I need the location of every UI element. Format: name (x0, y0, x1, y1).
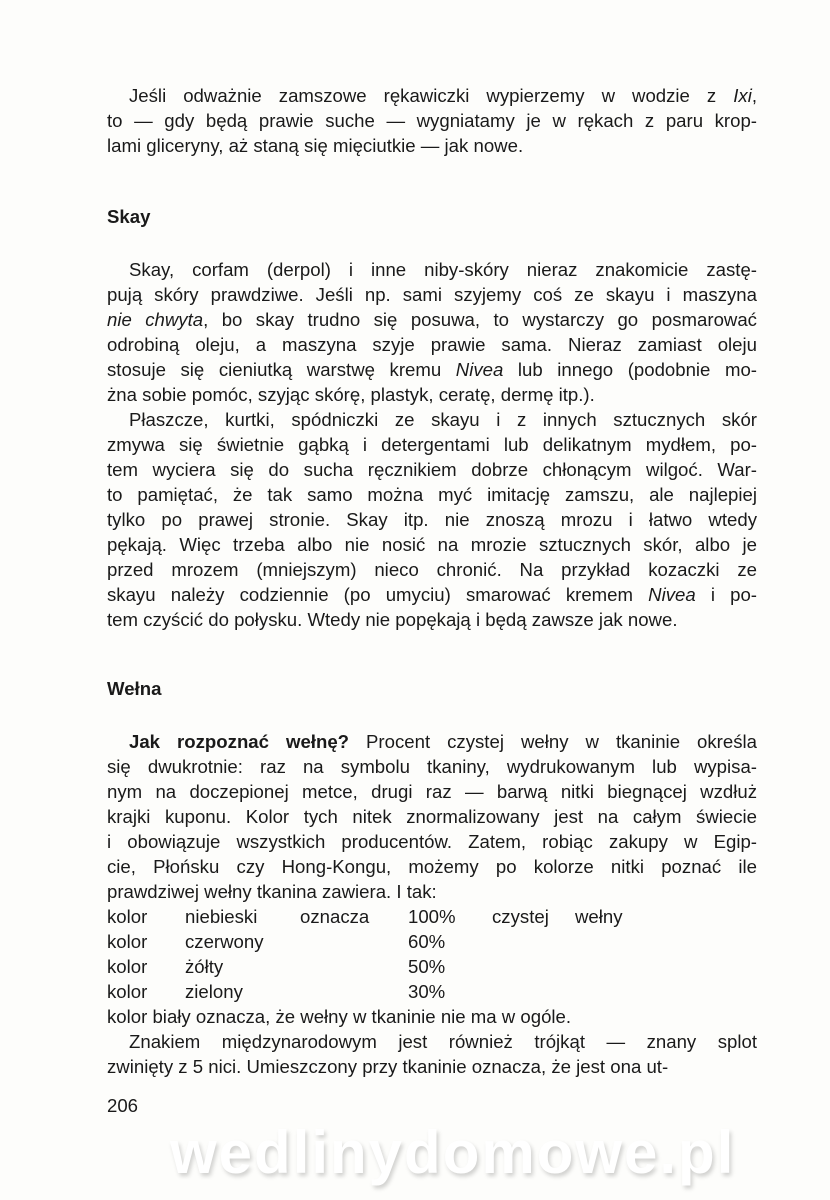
table-cell: wełny (575, 906, 623, 927)
text-run: to pamiętać, że tak samo można myć imitację zamszu, ale najlepiej (107, 484, 757, 505)
page-number: 206 (107, 1095, 139, 1116)
text-line (107, 880, 757, 904)
table-cell: 50% (408, 956, 446, 977)
watermark: wedlinydomowe.pl (170, 1119, 736, 1186)
section-heading-skay: Skay (107, 206, 151, 227)
table-cell: 30% (408, 981, 446, 1002)
text-run: Znakiem międzynarodowym jest również trójkąt — znany splot (129, 1031, 757, 1052)
text-run: lub innego (podobnie mo- (503, 359, 757, 380)
text-line (107, 433, 757, 457)
text-line (107, 608, 757, 632)
text-run: , (751, 85, 757, 106)
table-cell: 60% (408, 931, 446, 952)
text-line (107, 134, 757, 158)
text-line (107, 283, 757, 307)
text-run: żna sobie pomóc, szyjąc skórę, plastyk, ceratę, dermę itp.). (107, 384, 595, 405)
text-run: Jeśli odważnie zamszowe rękawiczki wypierzemy w wodzie z (129, 85, 734, 106)
text-run: pują skóry prawdziwe. Jeśli np. sami szyjemy coś ze skayu i maszyna (107, 284, 757, 305)
text-run: Płaszcze, kurtki, spódniczki ze skayu i z innych sztucznych skór (129, 409, 757, 430)
text-run: zwinięty z 5 nici. Umieszczony przy tkaninie oznacza, że jest ona ut- (107, 1056, 669, 1077)
italic-run: Nivea (648, 584, 696, 605)
text-run: się dwukrotnie: raz na symbolu tkaniny, wydrukowanym lub wypisa- (107, 756, 757, 777)
text-run: przed mrozem (mniejszym) nieco chronić. Na przykład kozaczki ze (107, 559, 757, 580)
text-run: lami gliceryny, aż staną się mięciutkie — jak nowe. (107, 135, 524, 156)
text-run: Procent czystej wełny w tkaninie określa (349, 731, 757, 752)
text-line (107, 558, 757, 582)
text-run: tylko po prawej stronie. Skay itp. nie znoszą mrozu i łatwo wtedy (107, 509, 757, 530)
text-run: to — gdy będą prawie suche — wygniatamy je w rękach z paru krop- (107, 110, 757, 131)
text-line (107, 358, 757, 382)
text-run: prawdziwej wełny tkanina zawiera. I tak: (107, 881, 437, 902)
text-line (107, 805, 757, 829)
table-cell: kolor (107, 931, 148, 952)
text-line (129, 730, 757, 754)
table-row (107, 955, 757, 979)
text-run: tem czyścić do połysku. Wtedy nie popękają i będą zawsze jak nowe. (107, 609, 678, 630)
text-line (107, 855, 757, 879)
text-line (107, 109, 757, 133)
text-run: odrobiną oleju, a maszyna szyje prawie sama. Nieraz zamiast oleju (107, 334, 757, 355)
text-line (129, 258, 757, 282)
text-line (107, 533, 757, 557)
text-line (107, 830, 757, 854)
text-line (107, 780, 757, 804)
text-line (107, 333, 757, 357)
table-row (107, 980, 757, 1004)
bold-run: Jak rozpoznać wełnę? (129, 731, 350, 752)
text-line (129, 84, 757, 108)
text-run: krajki kuponu. Kolor tych nitek znormalizowany jest na całym świecie (107, 806, 757, 827)
italic-run: nie chwyta (107, 309, 204, 330)
text-run: stosuje się cieniutką warstwę kremu (107, 359, 456, 380)
table-cell: kolor (107, 956, 148, 977)
text-run: i po- (695, 584, 757, 605)
section-heading-welna: Wełna (107, 678, 162, 699)
table-cell: żółty (185, 956, 224, 977)
table-row (107, 930, 757, 954)
text-run: cie, Płońsku czy Hong-Kongu, możemy po kolorze nitki poznać ile (107, 856, 757, 877)
table-cell: niebieski (185, 906, 258, 927)
text-line (107, 458, 757, 482)
italic-run: Ixi (733, 85, 752, 106)
table-cell: 100% (408, 906, 456, 927)
text-line (129, 408, 757, 432)
table-cell: czerwony (185, 931, 264, 952)
table-row (107, 905, 757, 929)
text-line (107, 383, 757, 407)
table-cell: kolor (107, 906, 148, 927)
text-run: , bo skay trudno się posuwa, to wystarczy go posmarować (203, 309, 757, 330)
text-run: pękają. Więc trzeba albo nie nosić na mrozie sztucznych skór, albo je (107, 534, 757, 555)
text-run: Skay, corfam (derpol) i inne niby-skóry nieraz znakomicie zastę- (129, 259, 757, 280)
text-run: tem wyciera się do sucha ręcznikiem dobrze chłonącym wilgoć. War- (107, 459, 757, 480)
text-line (107, 308, 757, 332)
text-line (107, 1005, 757, 1029)
table-cell: zielony (185, 981, 243, 1002)
table-cell: oznacza (300, 906, 370, 927)
table-cell: czystej (492, 906, 549, 927)
text-run: kolor biały oznacza, że wełny w tkaninie nie ma w ogóle. (107, 1006, 572, 1027)
text-run: zmywa się świetnie gąbką i detergentami lub delikatnym mydłem, po- (107, 434, 757, 455)
table-cell: kolor (107, 981, 148, 1002)
text-line (107, 483, 757, 507)
text-line (107, 508, 757, 532)
text-line (107, 755, 757, 779)
text-line (107, 583, 757, 607)
text-line (107, 1055, 757, 1079)
text-run: skayu należy codziennie (po umyciu) smarować kremem (107, 584, 649, 605)
italic-run: Nivea (455, 359, 504, 380)
text-line (129, 1030, 757, 1054)
text-run: i obowiązuje wszystkich producentów. Zatem, robiąc zakupy w Egip- (107, 831, 757, 852)
text-run: nym na doczepionej metce, drugi raz — barwą nitki biegnącej wzdłuż (107, 781, 757, 802)
